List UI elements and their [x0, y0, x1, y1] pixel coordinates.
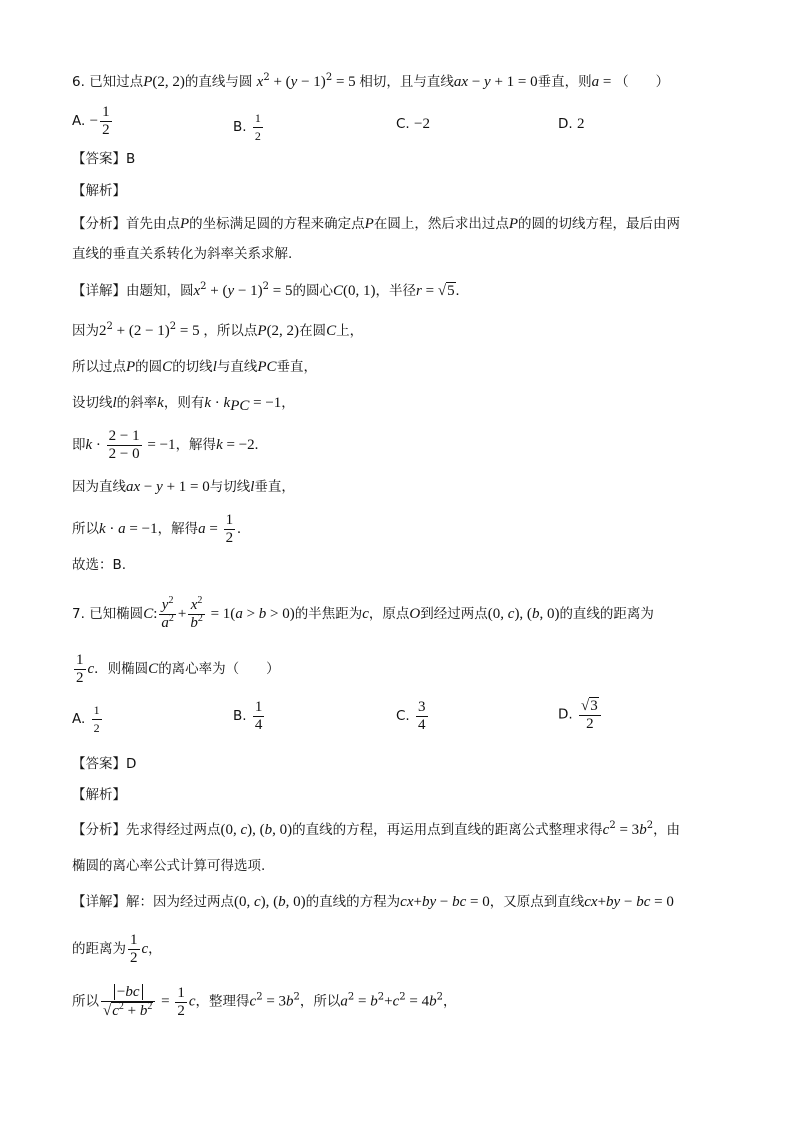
q7-analysis-heading: 【解析】: [72, 787, 126, 803]
q7-answer: 【答案】D: [72, 756, 137, 772]
q6-option-d[interactable]: D. 2: [558, 116, 585, 132]
q7-xiangjie-line3: 所以 $\frac{-bc}{√c^2 + b^2}$ = $\frac{1}{2}$ c，整理得$c^2 = 3b^2$，所以$a^2 = b^2+c^2 = 4b^2$，: [72, 984, 457, 1019]
q6-number: 6.: [72, 74, 85, 90]
q7-option-d[interactable]: D. $\frac{√3}{2}$: [558, 697, 603, 733]
q6-answer: 【答案】B: [72, 151, 136, 167]
q7-xiangjie-line1: 【详解】解：因为经过两点(0, c), (b, 0)的直线的方程为cx+by − bc = 0，又原点到直线cx+by − bc = 0: [72, 894, 674, 910]
q6-xiangjie-line7: 所以k · a = −1，解得a = $\frac{1}{2}$ .: [72, 512, 241, 546]
q6-fenxi-line1: 【分析】首先由点P的坐标满足圆的方程来确定点P在圆上，然后求出过点P的圆的切线方程，最后由两: [72, 216, 681, 232]
q6-option-c[interactable]: C. −2: [396, 116, 430, 132]
q6-stem: 6. 已知过点P(2, 2)的直线与圆 $x^2 + (y - 1)^2 = 5$ 相切，且与直线ax − y + 1 = 0垂直，则a = （ ）: [72, 72, 670, 90]
q6-option-a[interactable]: A. − $\frac{1}{2}$: [72, 104, 110, 138]
q7-option-c[interactable]: C. $\frac{3}{4}$: [396, 699, 426, 733]
q6-fenxi-line2: 直线的垂直关系转化为斜率关系求解.: [72, 246, 293, 262]
q7-option-b[interactable]: B. $\frac{1}{4}$: [233, 699, 263, 733]
q6-choose: 故选：B.: [72, 557, 127, 573]
q7-stem-line1: 7. 已知椭圆C: $\frac{y^2}{a^2}$ + $\frac{x^2}{b^2}$ = 1(a > b > 0)的半焦距为c，原点O到经过两点(0, c), (b, 0)的直线的距离为: [72, 595, 654, 631]
q6-xiangjie-line6: 因为直线ax − y + 1 = 0与切线l垂直，: [72, 479, 295, 495]
q6-xiangjie-line4: 设切线l的斜率k，则有$k \cdot k_{PC} = -1$，: [72, 395, 295, 414]
q6-xiangjie-line1: 【详解】由题知，圆$x^2 + (y - 1)^2 = 5$的圆心C(0, 1)，半径r = √5.: [72, 281, 460, 299]
q7-stem-line2: $\frac{1}{2}$ c．则椭圆C的离心率为（ ）: [76, 652, 280, 686]
q6-option-b[interactable]: B. $\frac{1}{2}$: [233, 111, 261, 143]
q7-fenxi-line2: 椭圆的离心率公式计算可得选项.: [72, 858, 266, 874]
q6-analysis-heading: 【解析】: [72, 183, 126, 199]
q6-xiangjie-line5: 即k · $\frac{2 - 1}{2 - 0}$ = −1，解得k = −2.: [72, 428, 259, 462]
q7-number: 7.: [72, 606, 85, 622]
q6-xiangjie-line3: 所以过点P的圆C的切线l与直线PC垂直，: [72, 359, 318, 375]
q7-fenxi-line1: 【分析】先求得经过两点(0, c), (b, 0)的直线的方程，再运用点到直线的距离公式整理求得$c^2 = 3b^2$，由: [72, 820, 681, 838]
q6-xiangjie-line2: 因为$2^2 + (2 - 1)^2 = 5$ ，所以点P(2, 2)在圆C上，: [72, 321, 364, 339]
q7-option-a[interactable]: A. $\frac{1}{2}$: [72, 703, 100, 735]
q7-xiangjie-line2: 的距离为 $\frac{1}{2}$ c，: [72, 932, 162, 966]
